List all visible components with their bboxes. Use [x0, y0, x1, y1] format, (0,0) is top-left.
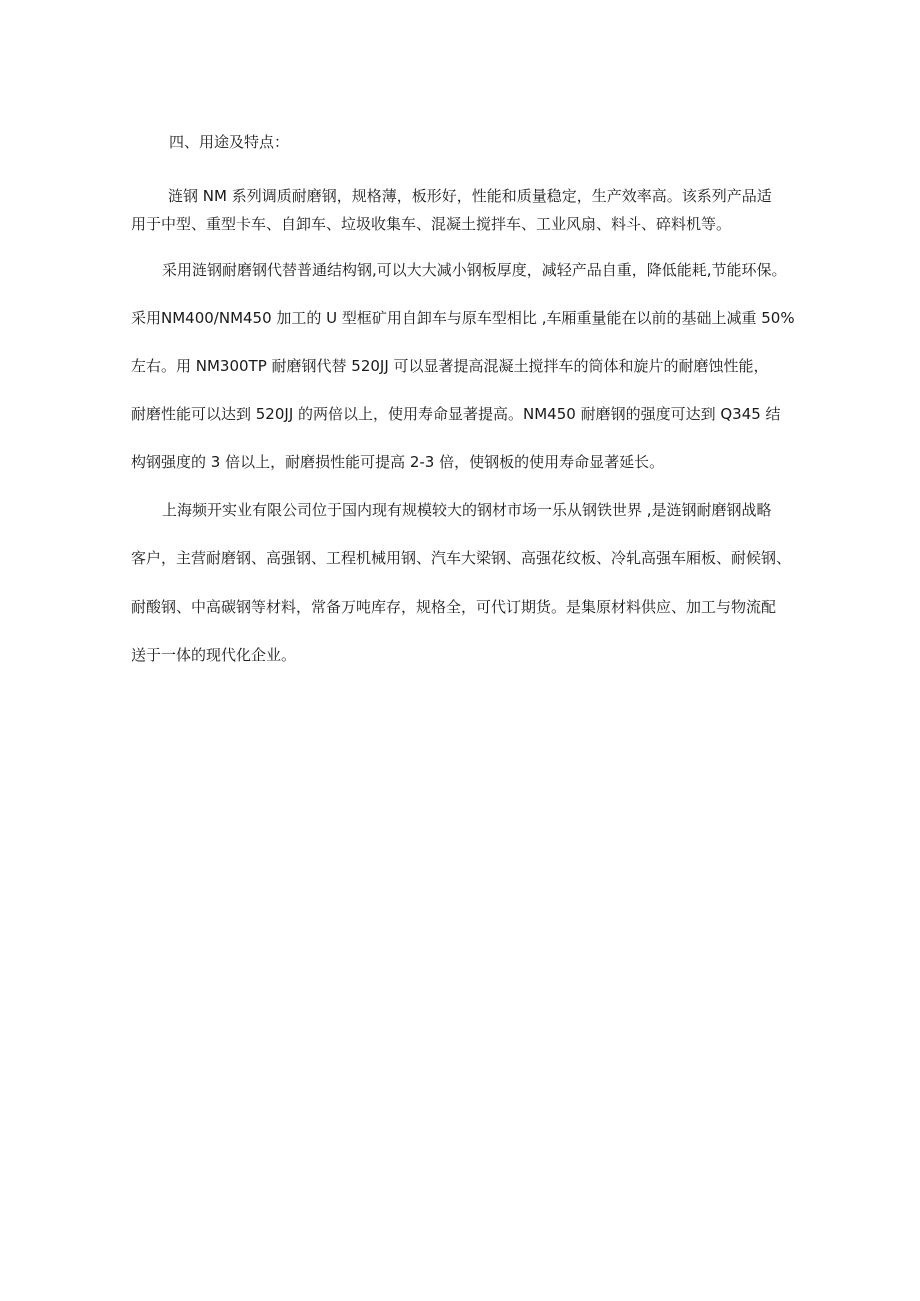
paragraph-2-line-3: 左右。用 NM300TP 耐磨钢代替 520JJ 可以显著提高混凝土搅拌车的筒体和旋片的耐磨蚀性能， [131, 357, 769, 375]
paragraph-1-line-2: 用于中型、重型卡车、自卸车、垃圾收集车、混凝土搅拌车、工业风扇、料斗、碎料机等。 [131, 215, 732, 233]
paragraph-3-line-2: 客户，主营耐磨钢、高强钢、工程机械用钢、汽车大梁钢、高强花纹板、冷轧高强车厢板、耐候钢、 [131, 549, 792, 567]
paragraph-2-line-4: 耐磨性能可以达到 520JJ 的两倍以上，使用寿命显著提高。NM450 耐磨钢的强度可达到 Q345 结 [131, 405, 781, 423]
paragraph-3-line-1: 上海频开实业有限公司位于国内现有规模较大的钢材市场一乐从钢铁世界 ,是涟钢耐磨钢战略 [162, 501, 772, 519]
paragraph-2-line-1: 采用涟钢耐磨钢代替普通结构钢,可以大大减小钢板厚度，减轻产品自重，降低能耗,节能环保。 [162, 261, 787, 279]
paragraph-1-line-1: 涟钢 NM 系列调质耐磨钢，规格薄，板形好，性能和质量稳定，生产效率高。该系列产品适 [168, 187, 772, 205]
paragraph-2-line-2: 采用NM400/NM450 加工的 U 型框矿用自卸车与原车型相比 ,车厢重量能在以前的基础上减重 50% [131, 309, 795, 327]
paragraph-3-line-3: 耐酸钢、中高碳钢等材料，常备万吨库存，规格全，可代订期货。是集原材料供应、加工与物流配 [131, 598, 777, 616]
paragraph-3-line-4: 送于一体的现代化企业。 [131, 646, 297, 664]
section-heading: 四、用途及特点： [169, 133, 290, 151]
paragraph-2-line-5: 构钢强度的 3 倍以上，耐磨损性能可提高 2-3 倍，使钢板的使用寿命显著延长。 [131, 453, 665, 471]
